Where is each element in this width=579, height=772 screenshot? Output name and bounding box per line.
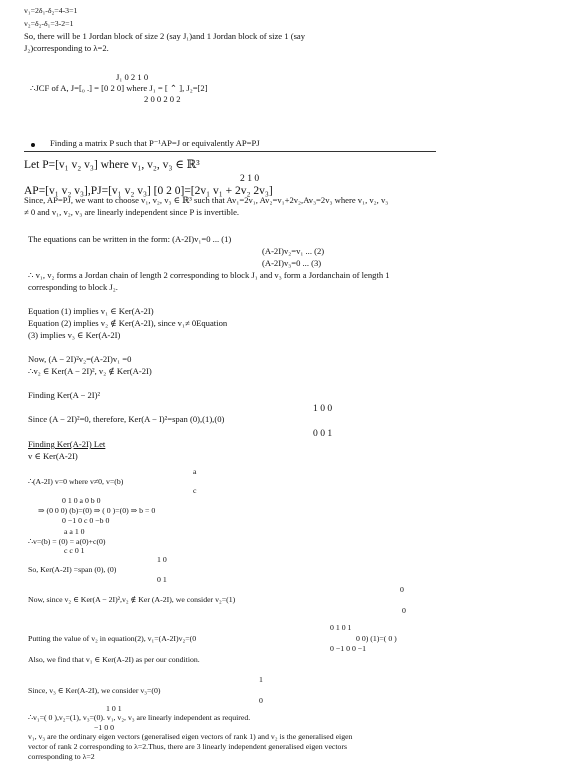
matrix-product-row2: ⇒ (0 0 0) (b)=(0) ⇒ ( 0 )=(0) ⇒ b = 0 bbox=[38, 506, 156, 515]
ker-squared-span: Since (A − 2I)²=0, therefore, Ker(A − I)²=span (0),(1),(0) bbox=[28, 414, 225, 424]
putting-v2-in-equation: Putting the value of v₂ in equation(2), v₁=(A-2I)v₂=(0 bbox=[28, 634, 197, 643]
equation-3-implies: (3) implies v₃ ∈ Ker(A-2I) bbox=[28, 330, 121, 340]
conclusion-line3: corresponding to λ=2 bbox=[28, 752, 95, 761]
consider-v3: Since, v₃ ∈ Ker(A-2I), we consider v₃=(0) bbox=[28, 686, 161, 695]
v1-product-row1: 0 1 0 1 bbox=[330, 623, 352, 632]
jordan-block-statement-line2: J₂)corresponding to λ=2. bbox=[24, 43, 109, 53]
v3-vector-row1: 1 bbox=[259, 675, 263, 684]
equation-1: The equations can be written in the form: (A-2I)v₁=0 ... (1) bbox=[28, 234, 232, 244]
ker-span-row1: 1 0 bbox=[157, 555, 167, 564]
conclusion-line1: v₁, v₃ are the ordinary eigen vectors (generalised eigen vectors of rank 1) and v₂ is the generalised eigen bbox=[28, 732, 353, 741]
ker-squared-basis-row1: 1 0 0 bbox=[313, 403, 333, 414]
matrix-product-row3: 0 −1 0 c 0 −b 0 bbox=[62, 516, 110, 525]
heading-rule bbox=[24, 151, 436, 152]
v-decomposition-row1: a a 1 0 bbox=[64, 527, 85, 536]
v1-product-row3: 0 −1 0 0 −1 bbox=[330, 644, 367, 653]
final-vectors-statement: ∴v₁=( 0 ),v₂=(1), v₃=(0). v₁, v₂, v₃ are linearly independent as required. bbox=[28, 713, 251, 722]
v1-computation: v₁=2δ₁-δ₂=4-3=1 bbox=[24, 6, 78, 15]
v2-membership: ∴v₂ ∈ Ker(A − 2I)², v₂ ∉ Ker(A-2I) bbox=[28, 366, 152, 376]
conclusion-line2: vector of rank 2 corresponding to λ=2.Thus, there are 3 linearly independent generalised eigen vectors bbox=[28, 742, 348, 751]
matrix-product-row1: 0 1 0 a 0 b 0 bbox=[62, 496, 101, 505]
final-vectors-row1: 1 0 1 bbox=[106, 704, 122, 713]
let-p-definition: Let P=[v₁ v₂ v₃] where v₁, v₂, v₃ ∈ ℝ³ bbox=[24, 159, 200, 171]
v1-in-ker-condition: Also, we find that v₁ ∈ Ker(A-2I) as per our condition. bbox=[28, 655, 200, 664]
v-vector-a: a bbox=[193, 467, 197, 476]
ker-span-row3: 0 1 bbox=[157, 575, 167, 584]
v2-vector-row1: 0 bbox=[400, 585, 404, 594]
jordan-chain-line1: ∴ v₁, v₂ forms a Jordan chain of length 2 corresponding to block J₁ and v₃ form a Jordanchain of length 1 bbox=[28, 270, 390, 280]
v-decomposition-row2: ∴v=(b) = (0) = a(0)+c(0) bbox=[28, 537, 106, 546]
v-decomposition-row3: c c 0 1 bbox=[64, 546, 85, 555]
pj-matrix-row1: 2 1 0 bbox=[240, 173, 260, 184]
since-ap-pj-line1: Since, AP=PJ, we want to choose v₁, v₂, v₃ ∈ ℝ³ such that Av₁=2v₁, Av₂=v₁+2v₂,Av₃=2v₃ where v₁, v₂, v₃ bbox=[24, 195, 389, 205]
consider-v2: Now, since v₂ ∈ Ker(A − 2I)²,v₂ ∉ Ker (A-2I), we consider v₂=(1) bbox=[28, 595, 236, 604]
finding-ker-squared-heading: Finding Ker(A − 2I)² bbox=[28, 390, 101, 400]
jordan-chain-line2: corresponding to block J₂. bbox=[28, 282, 118, 292]
jcf-matrix-row3: 2 0 0 2 0 2 bbox=[144, 94, 181, 104]
equation-2-implies: Equation (2) implies v₂ ∉ Ker(A-2I), since v₁≠ 0Equation bbox=[28, 318, 228, 328]
section-heading-finding-p: Finding a matrix P such that P⁻¹AP=J or equivalently AP=PJ bbox=[50, 138, 260, 148]
finding-ker-heading: Finding Ker(A-2I) Let bbox=[28, 439, 106, 449]
v-vector-c: c bbox=[193, 486, 197, 495]
v-in-ker: v ∈ Ker(A-2I) bbox=[28, 451, 78, 461]
bullet-icon bbox=[31, 143, 35, 147]
jcf-of-a: ∴JCF of A, J=[₀ .] = [0 2 0] where J₁ = [ ⌃ ], J₂=[2] bbox=[30, 83, 208, 93]
kernel-equation-setup: ∴(A-2I) v=0 where v≠0, v=(b) bbox=[28, 477, 124, 486]
since-ap-pj-line2: ≠ 0 and v₁, v₂, v₃ are linearly independent since P is invertible. bbox=[24, 207, 240, 217]
equation-1-implies: Equation (1) implies v₁ ∈ Ker(A-2I) bbox=[28, 306, 154, 316]
equation-3: (A-2I)v₃=0 ... (3) bbox=[262, 258, 322, 268]
final-vectors-row3: −1 0 0 bbox=[94, 723, 114, 732]
equation-2: (A-2I)v₂=v₁ ... (2) bbox=[262, 246, 325, 256]
ap-pj-equation: AP=[v₁ v₂ v₃],PJ=[v₁ v₂ v₃] [0 2 0]=[2v₁ v₁ + 2v₂ 2v₃] bbox=[24, 185, 273, 197]
v3-vector-row3: 0 bbox=[259, 696, 263, 705]
jcf-matrix-row1: J₁ 0 2 1 0 bbox=[116, 72, 149, 82]
jordan-block-statement-line1: So, there will be 1 Jordan block of size 2 (say J₁)and 1 Jordan block of size 1 (say bbox=[24, 31, 306, 41]
v1-product-row2: 0 0) (1)=( 0 ) bbox=[356, 634, 397, 643]
ker-squared-basis-row3: 0 0 1 bbox=[313, 428, 333, 439]
v2-computation: v₂=δ₂-δ₁=3-2=1 bbox=[24, 19, 74, 28]
now-a-2i-squared: Now, (A − 2I)²v₂=(A-2I)v₁ =0 bbox=[28, 354, 132, 364]
v2-vector-row3: 0 bbox=[402, 606, 406, 615]
ker-span-statement: So, Ker(A-2I) =span (0), (0) bbox=[28, 565, 117, 574]
